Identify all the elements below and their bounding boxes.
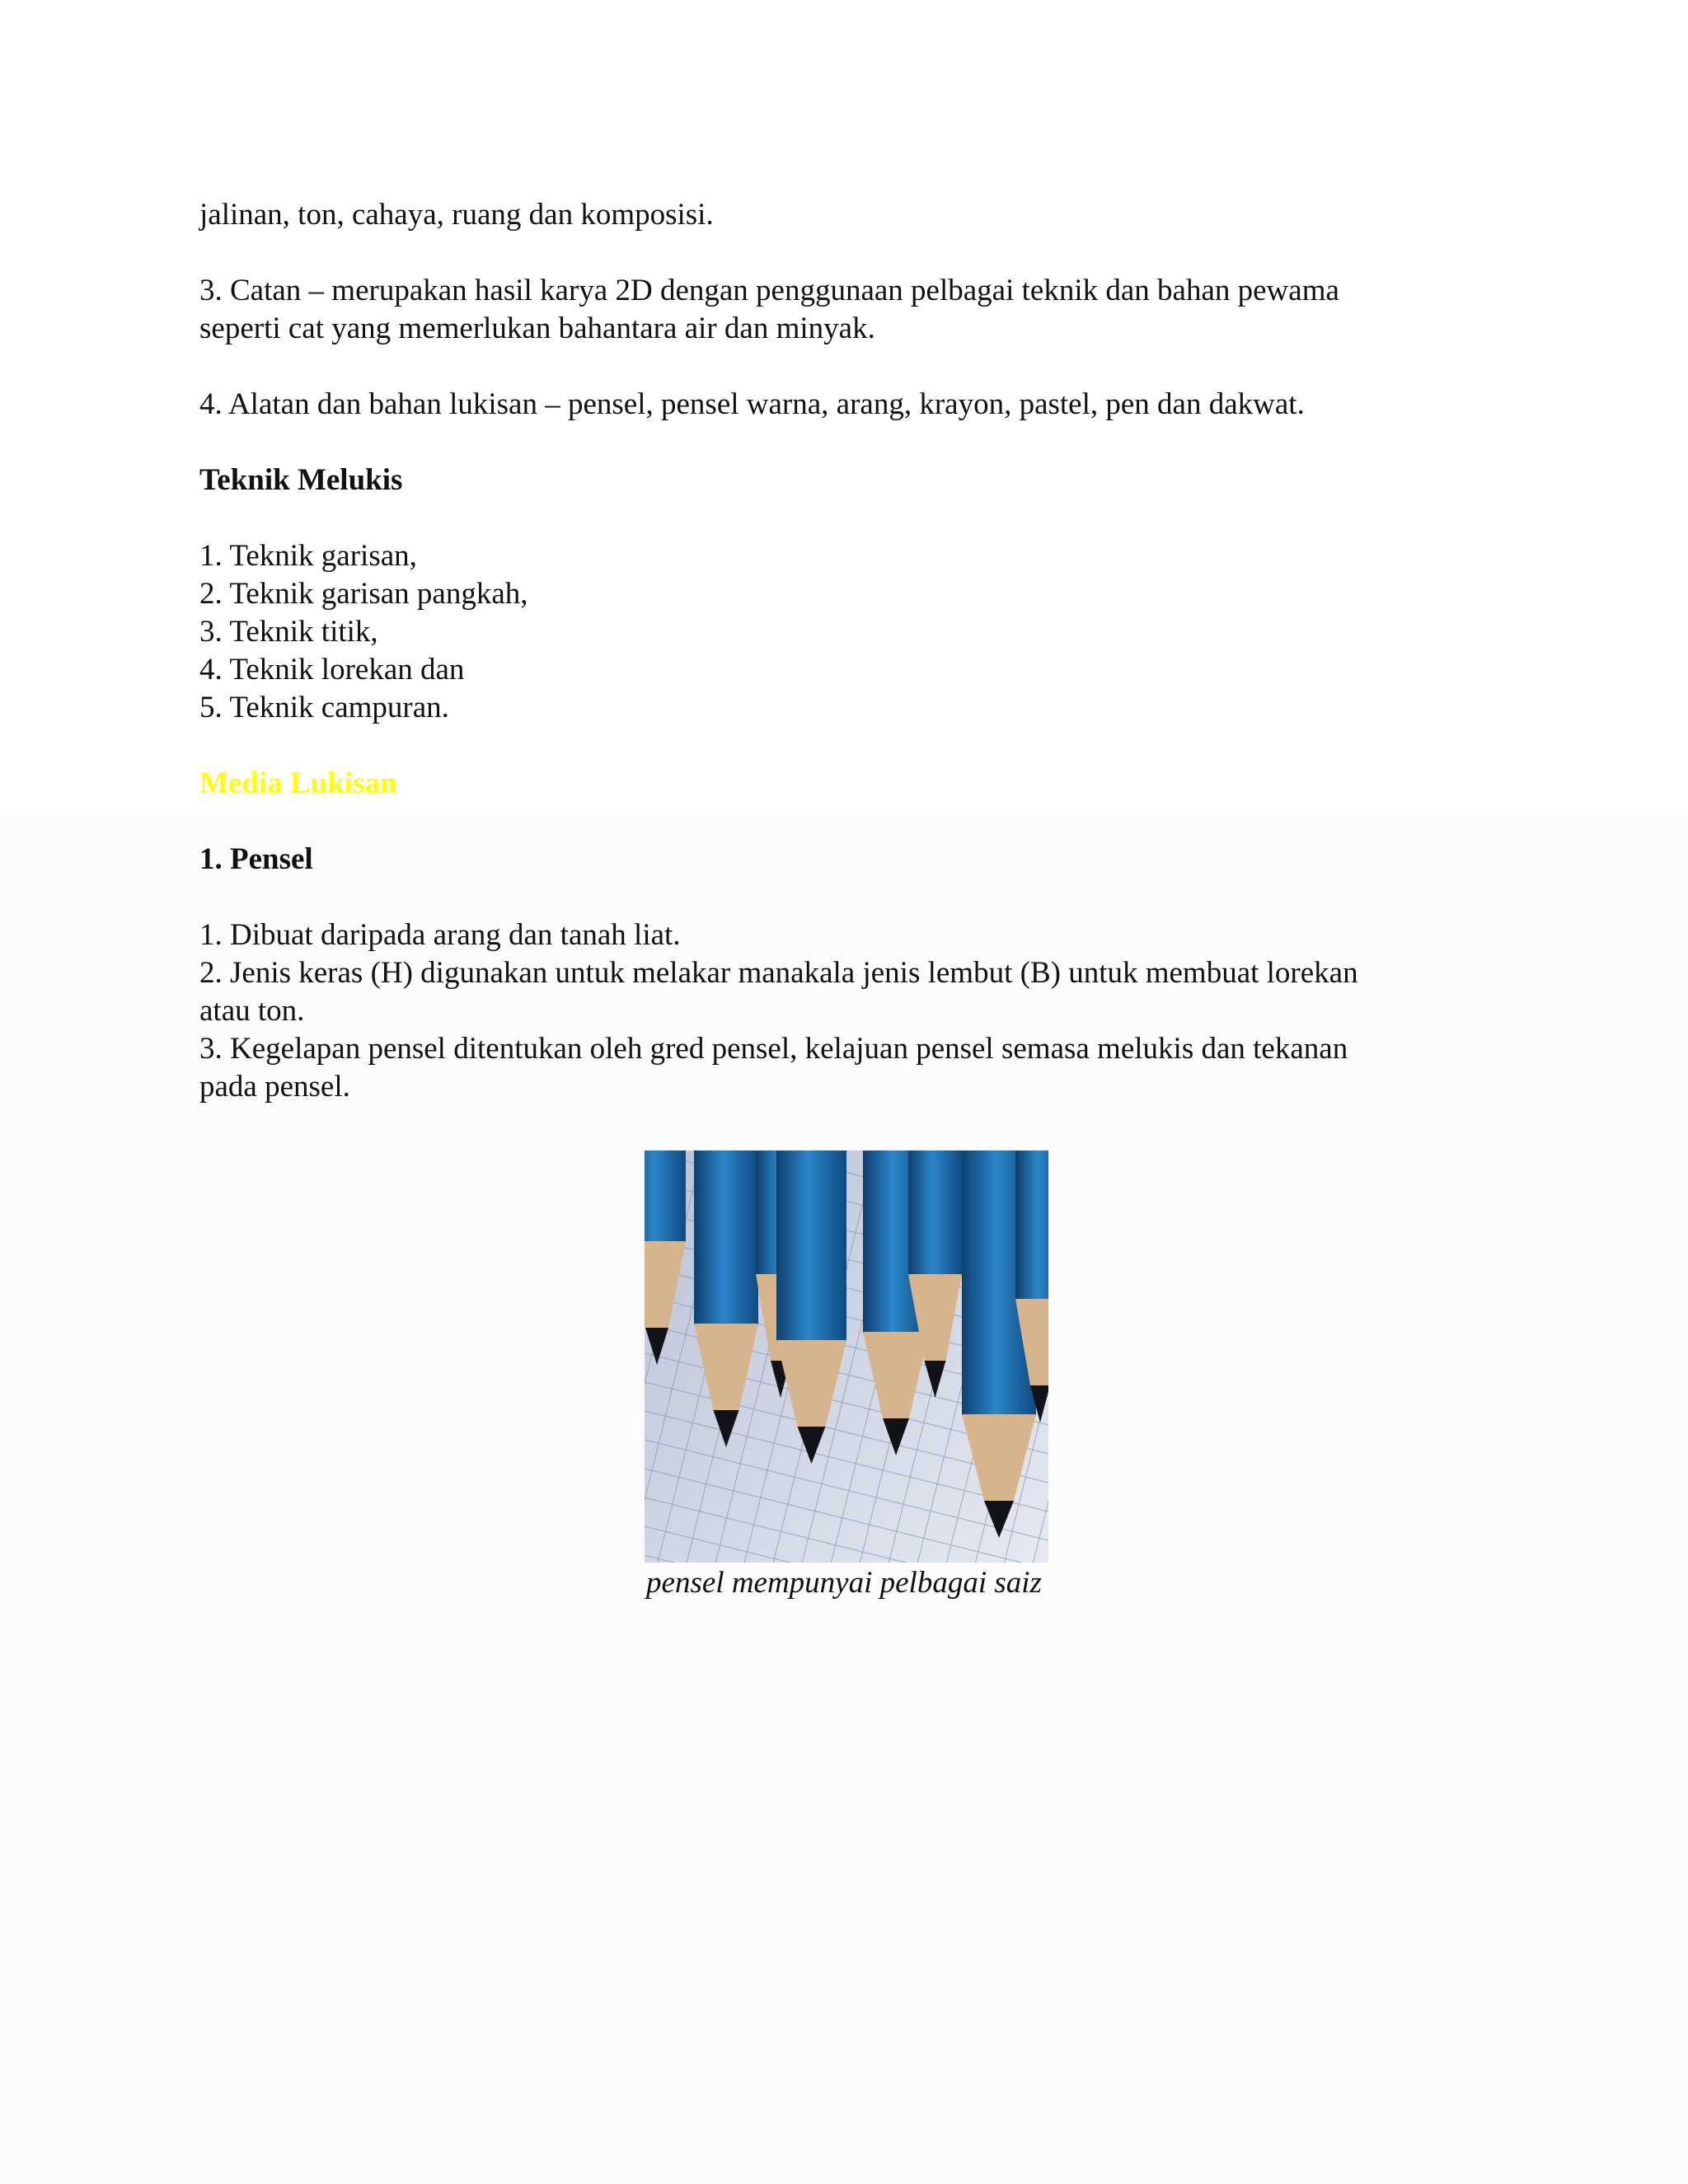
subheading-pensel: 1. Pensel xyxy=(199,842,313,876)
pencil-shaft xyxy=(776,1151,846,1342)
paragraph-catan-line1: 3. Catan – merupakan hasil karya 2D dengan penggunaan pelbagai teknik dan bahan pewama xyxy=(199,274,1339,307)
pencils-photo xyxy=(645,1151,1048,1563)
paragraph-continuation: jalinan, ton, cahaya, ruang dan komposisi. xyxy=(199,198,714,232)
figure-caption: pensel mempunyai pelbagai saiz xyxy=(646,1566,1042,1600)
paragraph-catan-line2: seperti cat yang memerlukan bahantara air dan minyak. xyxy=(199,312,875,345)
pensel-line: 3. Kegelapan pensel ditentukan oleh gred pensel, kelajuan pensel semasa melukis dan tekanan xyxy=(199,1032,1348,1066)
heading-media-lukisan: Media Lukisan xyxy=(199,766,397,800)
heading-teknik-melukis: Teknik Melukis xyxy=(199,463,403,497)
pensel-line: atau ton. xyxy=(199,994,305,1028)
list-item: 2. Teknik garisan pangkah, xyxy=(199,577,528,611)
paragraph-alatan: 4. Alatan dan bahan lukisan – pensel, pensel warna, arang, krayon, pastel, pen dan dakwat. xyxy=(199,387,1305,421)
pencil-shaft xyxy=(645,1151,686,1243)
list-item: 5. Teknik campuran. xyxy=(199,691,449,724)
pencil-shaft xyxy=(1015,1151,1048,1301)
document-body xyxy=(199,196,1485,1106)
pencil-shaft xyxy=(694,1151,758,1325)
list-item: 1. Teknik garisan, xyxy=(199,539,417,573)
pensel-line: 1. Dibuat daripada arang dan tanah liat. xyxy=(199,918,681,952)
pencil-shaft xyxy=(908,1151,962,1276)
pensel-line: pada pensel. xyxy=(199,1070,350,1104)
pensel-line: 2. Jenis keras (H) digunakan untuk melakar manakala jenis lembut (B) untuk membuat lorekan xyxy=(199,956,1358,990)
list-item: 3. Teknik titik, xyxy=(199,615,378,649)
list-item: 4. Teknik lorekan dan xyxy=(199,653,465,687)
